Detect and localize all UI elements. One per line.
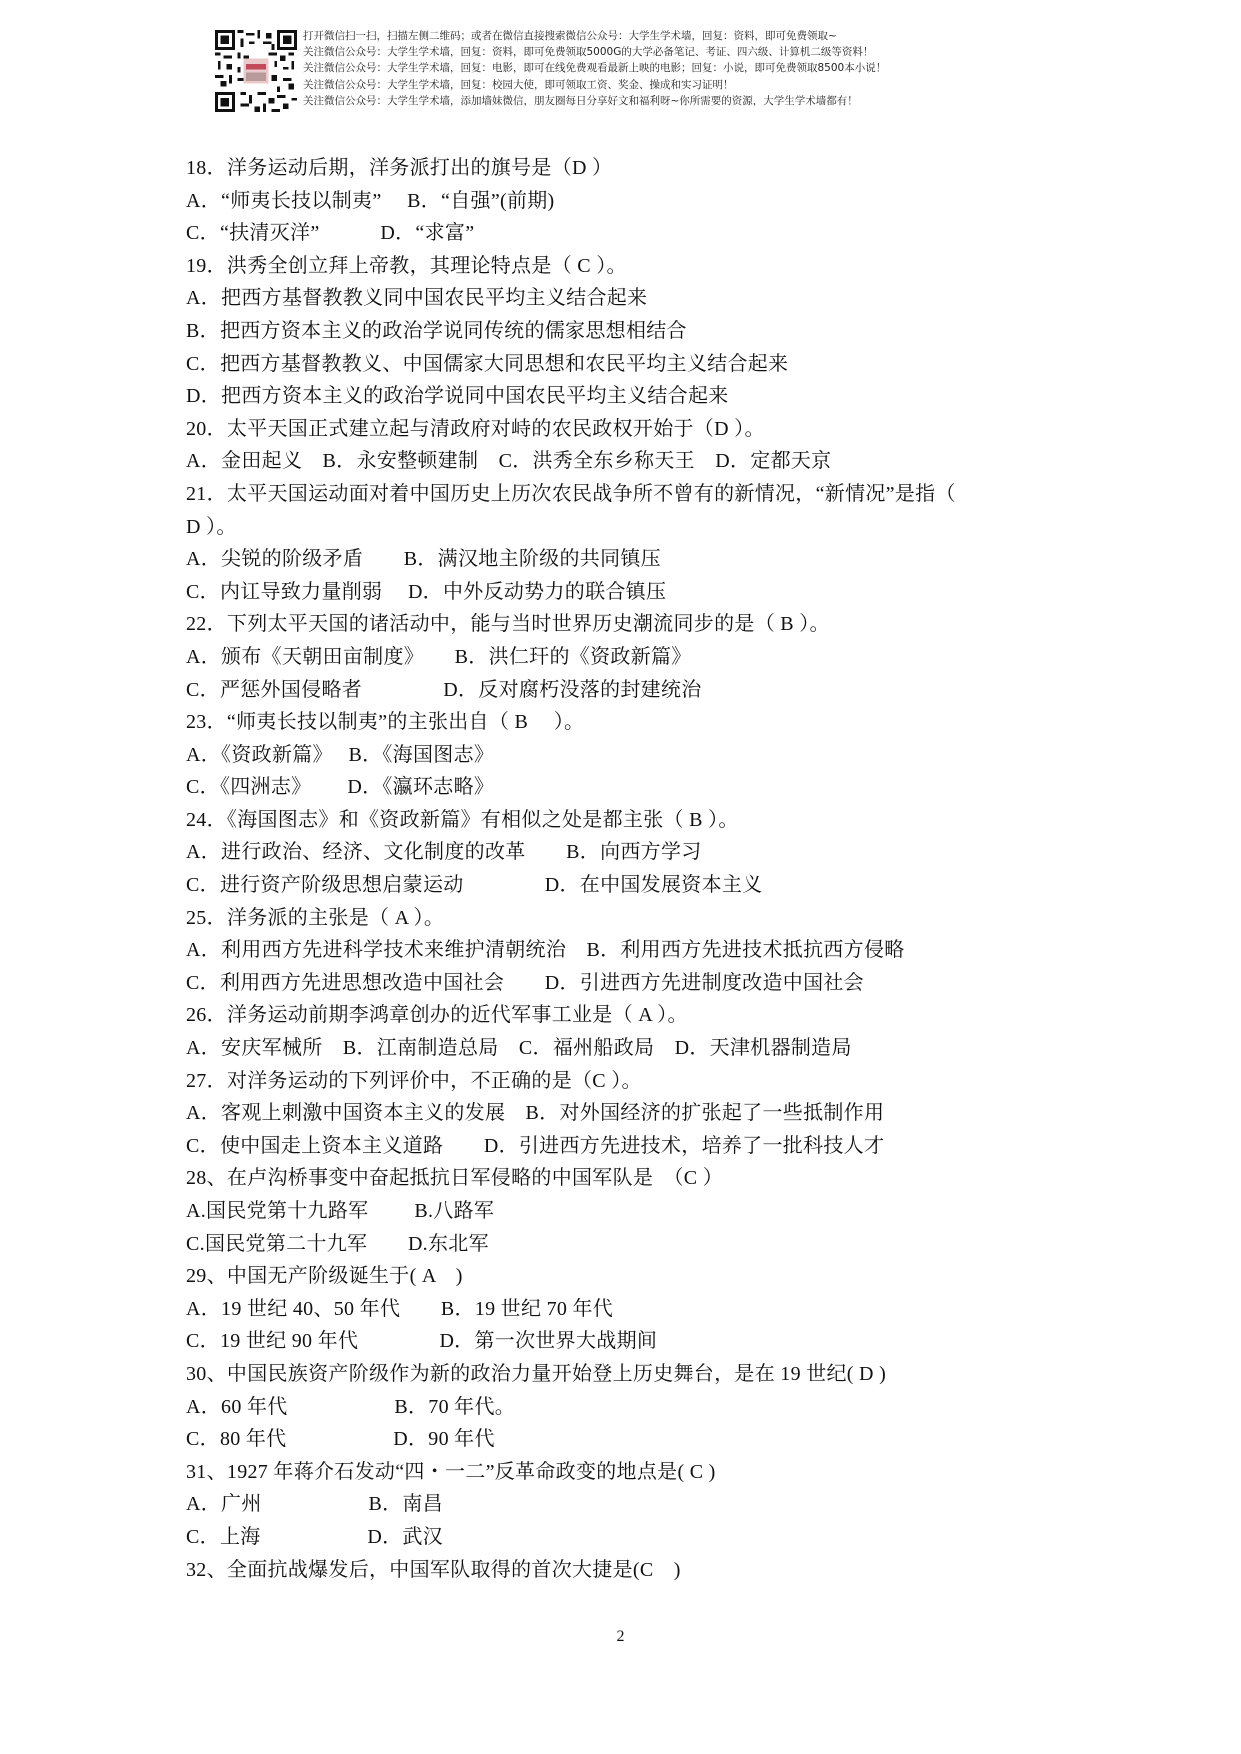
question-18: 18．洋务运动后期，洋务派打出的旗号是（D ） xyxy=(186,157,613,179)
promo-line: 关注微信公众号：大学生学术墙，回复：电影，即可在线免费观看最新上映的电影；回复：小说，即可免费领取8500本小说！ xyxy=(303,62,887,75)
options-29-cd: C．19 世纪 90 年代 D．第一次世界大战期间 xyxy=(186,1330,658,1353)
options-24-ab: A．进行政治、经济、文化制度的改革 B．向西方学习 xyxy=(186,841,702,864)
options-22-cd: C．严惩外国侵略者 D．反对腐朽没落的封建统治 xyxy=(186,678,702,701)
question-20: 20．太平天国正式建立起与清政府对峙的农民政权开始于（D ）。 xyxy=(186,417,765,440)
option-19-a: A．把西方基督教教义同中国农民平均主义结合起来 xyxy=(186,287,648,310)
question-27: 27．对洋务运动的下列评价中，不正确的是（C ）。 xyxy=(186,1069,642,1092)
question-23: 23．“师夷长技以制夷”的主张出自（ B ）。 xyxy=(186,711,585,734)
qr-code-icon xyxy=(215,30,297,112)
options-30-cd: C．80 年代 D．90 年代 xyxy=(186,1428,495,1451)
options-28-ab: A.国民党第十九路军 B.八路军 xyxy=(186,1200,495,1222)
question-24: 24．《海国图志》和《资政新篇》有相似之处是都主张（ B ）。 xyxy=(186,808,739,831)
promo-text xyxy=(303,28,983,109)
question-28: 28、在卢沟桥事变中奋起抵抗日军侵略的中国军队是 （C ） xyxy=(186,1167,724,1190)
options-23-ab: A．《资政新篇》 B．《海国图志》 xyxy=(186,743,495,766)
question-21: 21．太平天国运动面对着中国历史上历次农民战争所不曾有的新情况，“新情况”是指（ xyxy=(186,482,956,505)
page-number: 2 xyxy=(616,1628,625,1645)
options-21-cd: C．内讧导致力量削弱 D．中外反动势力的联合镇压 xyxy=(186,580,667,603)
options-27-ab: A．客观上刺激中国资本主义的发展 B．对外国经济的扩张起了一些抵制作用 xyxy=(186,1102,885,1125)
question-21-answer: D ）。 xyxy=(186,515,237,538)
promo-line: 关注微信公众号：大学生学术墙，回复：资料，即可免费领取5000G的大学必备笔记、考证、四六级、计算机二级等资料！ xyxy=(303,46,874,59)
question-22: 22．下列太平天国的诸活动中，能与当时世界历史潮流同步的是（ B ）。 xyxy=(186,613,830,636)
promo-line: 关注微信公众号：大学生学术墙，回复：校园大使，即可领取工资、奖金、操成和实习证明！ xyxy=(303,78,734,91)
options-25-cd: C．利用西方先进思想改造中国社会 D．引进西方先进制度改造中国社会 xyxy=(186,971,864,994)
option-19-b: B．把西方资本主义的政治学说同传统的儒家思想相结合 xyxy=(186,319,687,342)
promo-line: 打开微信扫一扫，扫描左侧二维码；或者在微信直接搜索微信公众号：大学生学术墙，回复：资料，即可免费领取~ xyxy=(303,30,837,42)
question-31: 31、1927 年蒋介石发动“四・一二”反革命政变的地点是( C ) xyxy=(186,1460,716,1483)
options-20: A．金田起义 B．永安整顿建制 C．洪秀全东乡称天王 D．定都天京 xyxy=(186,450,832,473)
question-19: 19．洪秀全创立拜上帝教，其理论特点是（ C ）。 xyxy=(186,254,627,277)
question-list xyxy=(186,152,1056,1586)
question-30: 30、中国民族资产阶级作为新的政治力量开始登上历史舞台，是在 19 世纪( D ) xyxy=(186,1362,887,1385)
options-30-ab: A．60 年代 B．70 年代。 xyxy=(186,1395,516,1418)
question-29: 29、中国无产阶级诞生于( A ) xyxy=(186,1265,463,1288)
options-18-cd: C．“扶清灭洋” D．“求富” xyxy=(186,222,475,245)
options-27-cd: C．使中国走上资本主义道路 D．引进西方先进技术，培养了一批科技人才 xyxy=(186,1134,885,1157)
options-24-cd: C．进行资产阶级思想启蒙运动 D．在中国发展资本主义 xyxy=(186,874,763,897)
option-19-c: C．把西方基督教教义、中国儒家大同思想和农民平均主义结合起来 xyxy=(186,352,789,375)
options-22-ab: A．颁布《天朝田亩制度》 B．洪仁玕的《资政新篇》 xyxy=(186,645,692,668)
options-31-ab: A．广州 B．南昌 xyxy=(186,1493,443,1516)
options-23-cd: C．《四洲志》 D．《瀛环志略》 xyxy=(186,776,495,799)
options-25-ab: A．利用西方先进科学技术来维护清朝统治 B．利用西方先进技术抵抗西方侵略 xyxy=(186,939,905,962)
question-25: 25．洋务派的主张是（ A ）。 xyxy=(186,906,445,929)
question-32: 32、全面抗战爆发后，中国军队取得的首次大捷是(C ) xyxy=(186,1558,681,1581)
options-21-ab: A．尖锐的阶级矛盾 B．满汉地主阶级的共同镇压 xyxy=(186,548,661,571)
options-18-ab: A．“师夷长技以制夷” B．“自强”(前期) xyxy=(186,189,555,212)
option-19-d: D．把西方资本主义的政治学说同中国农民平均主义结合起来 xyxy=(186,385,729,408)
options-31-cd: C．上海 D．武汉 xyxy=(186,1525,443,1548)
promo-header xyxy=(215,28,975,112)
promo-line: 关注微信公众号：大学生学术墙，添加墙妹微信，朋友圈每日分享好文和福利呀~你所需要的资源，大学生学术墙都有！ xyxy=(303,94,858,107)
options-29-ab: A．19 世纪 40、50 年代 B．19 世纪 70 年代 xyxy=(186,1297,614,1320)
options-26: A．安庆军械所 B．江南制造总局 C．福州船政局 D．天津机器制造局 xyxy=(186,1037,852,1060)
question-26: 26．洋务运动前期李鸿章创办的近代军事工业是（ A ）。 xyxy=(186,1004,688,1027)
options-28-cd: C.国民党第二十九军 D.东北军 xyxy=(186,1232,489,1255)
